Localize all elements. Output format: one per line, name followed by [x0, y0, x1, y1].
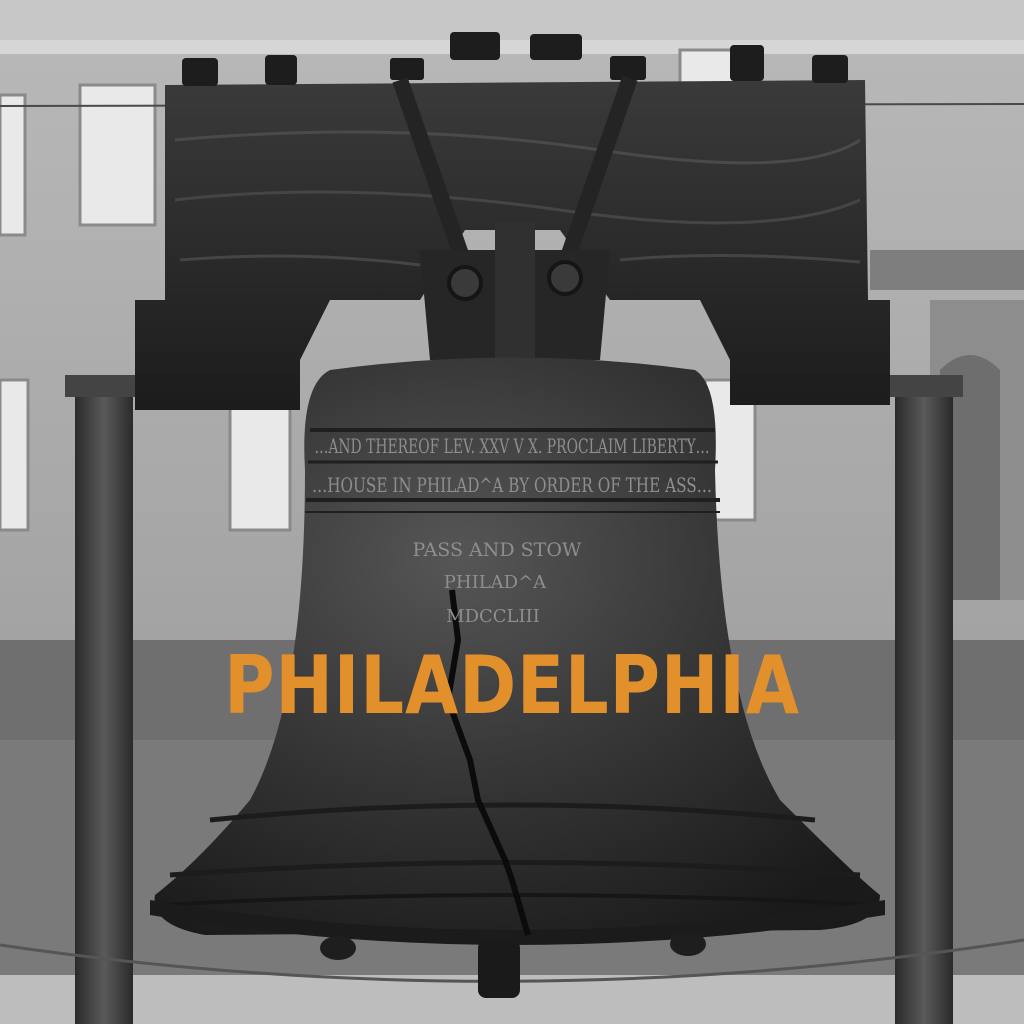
inscription-line-2: …HOUSE IN PHILAD^A BY ORDER OF THE ASS… — [312, 473, 712, 497]
maker-line-3: MDCCLIII — [446, 606, 540, 627]
maker-line-1: PASS AND STOW — [412, 539, 582, 561]
city-title: PHILADELPHIA — [224, 639, 800, 732]
inscription-line-1: …AND THEREOF LEV. XXV V X. PROCLAIM LIBERTY… — [314, 434, 710, 458]
wooden-yoke — [135, 32, 890, 410]
maker-line-2: PHILAD^A — [443, 572, 547, 593]
